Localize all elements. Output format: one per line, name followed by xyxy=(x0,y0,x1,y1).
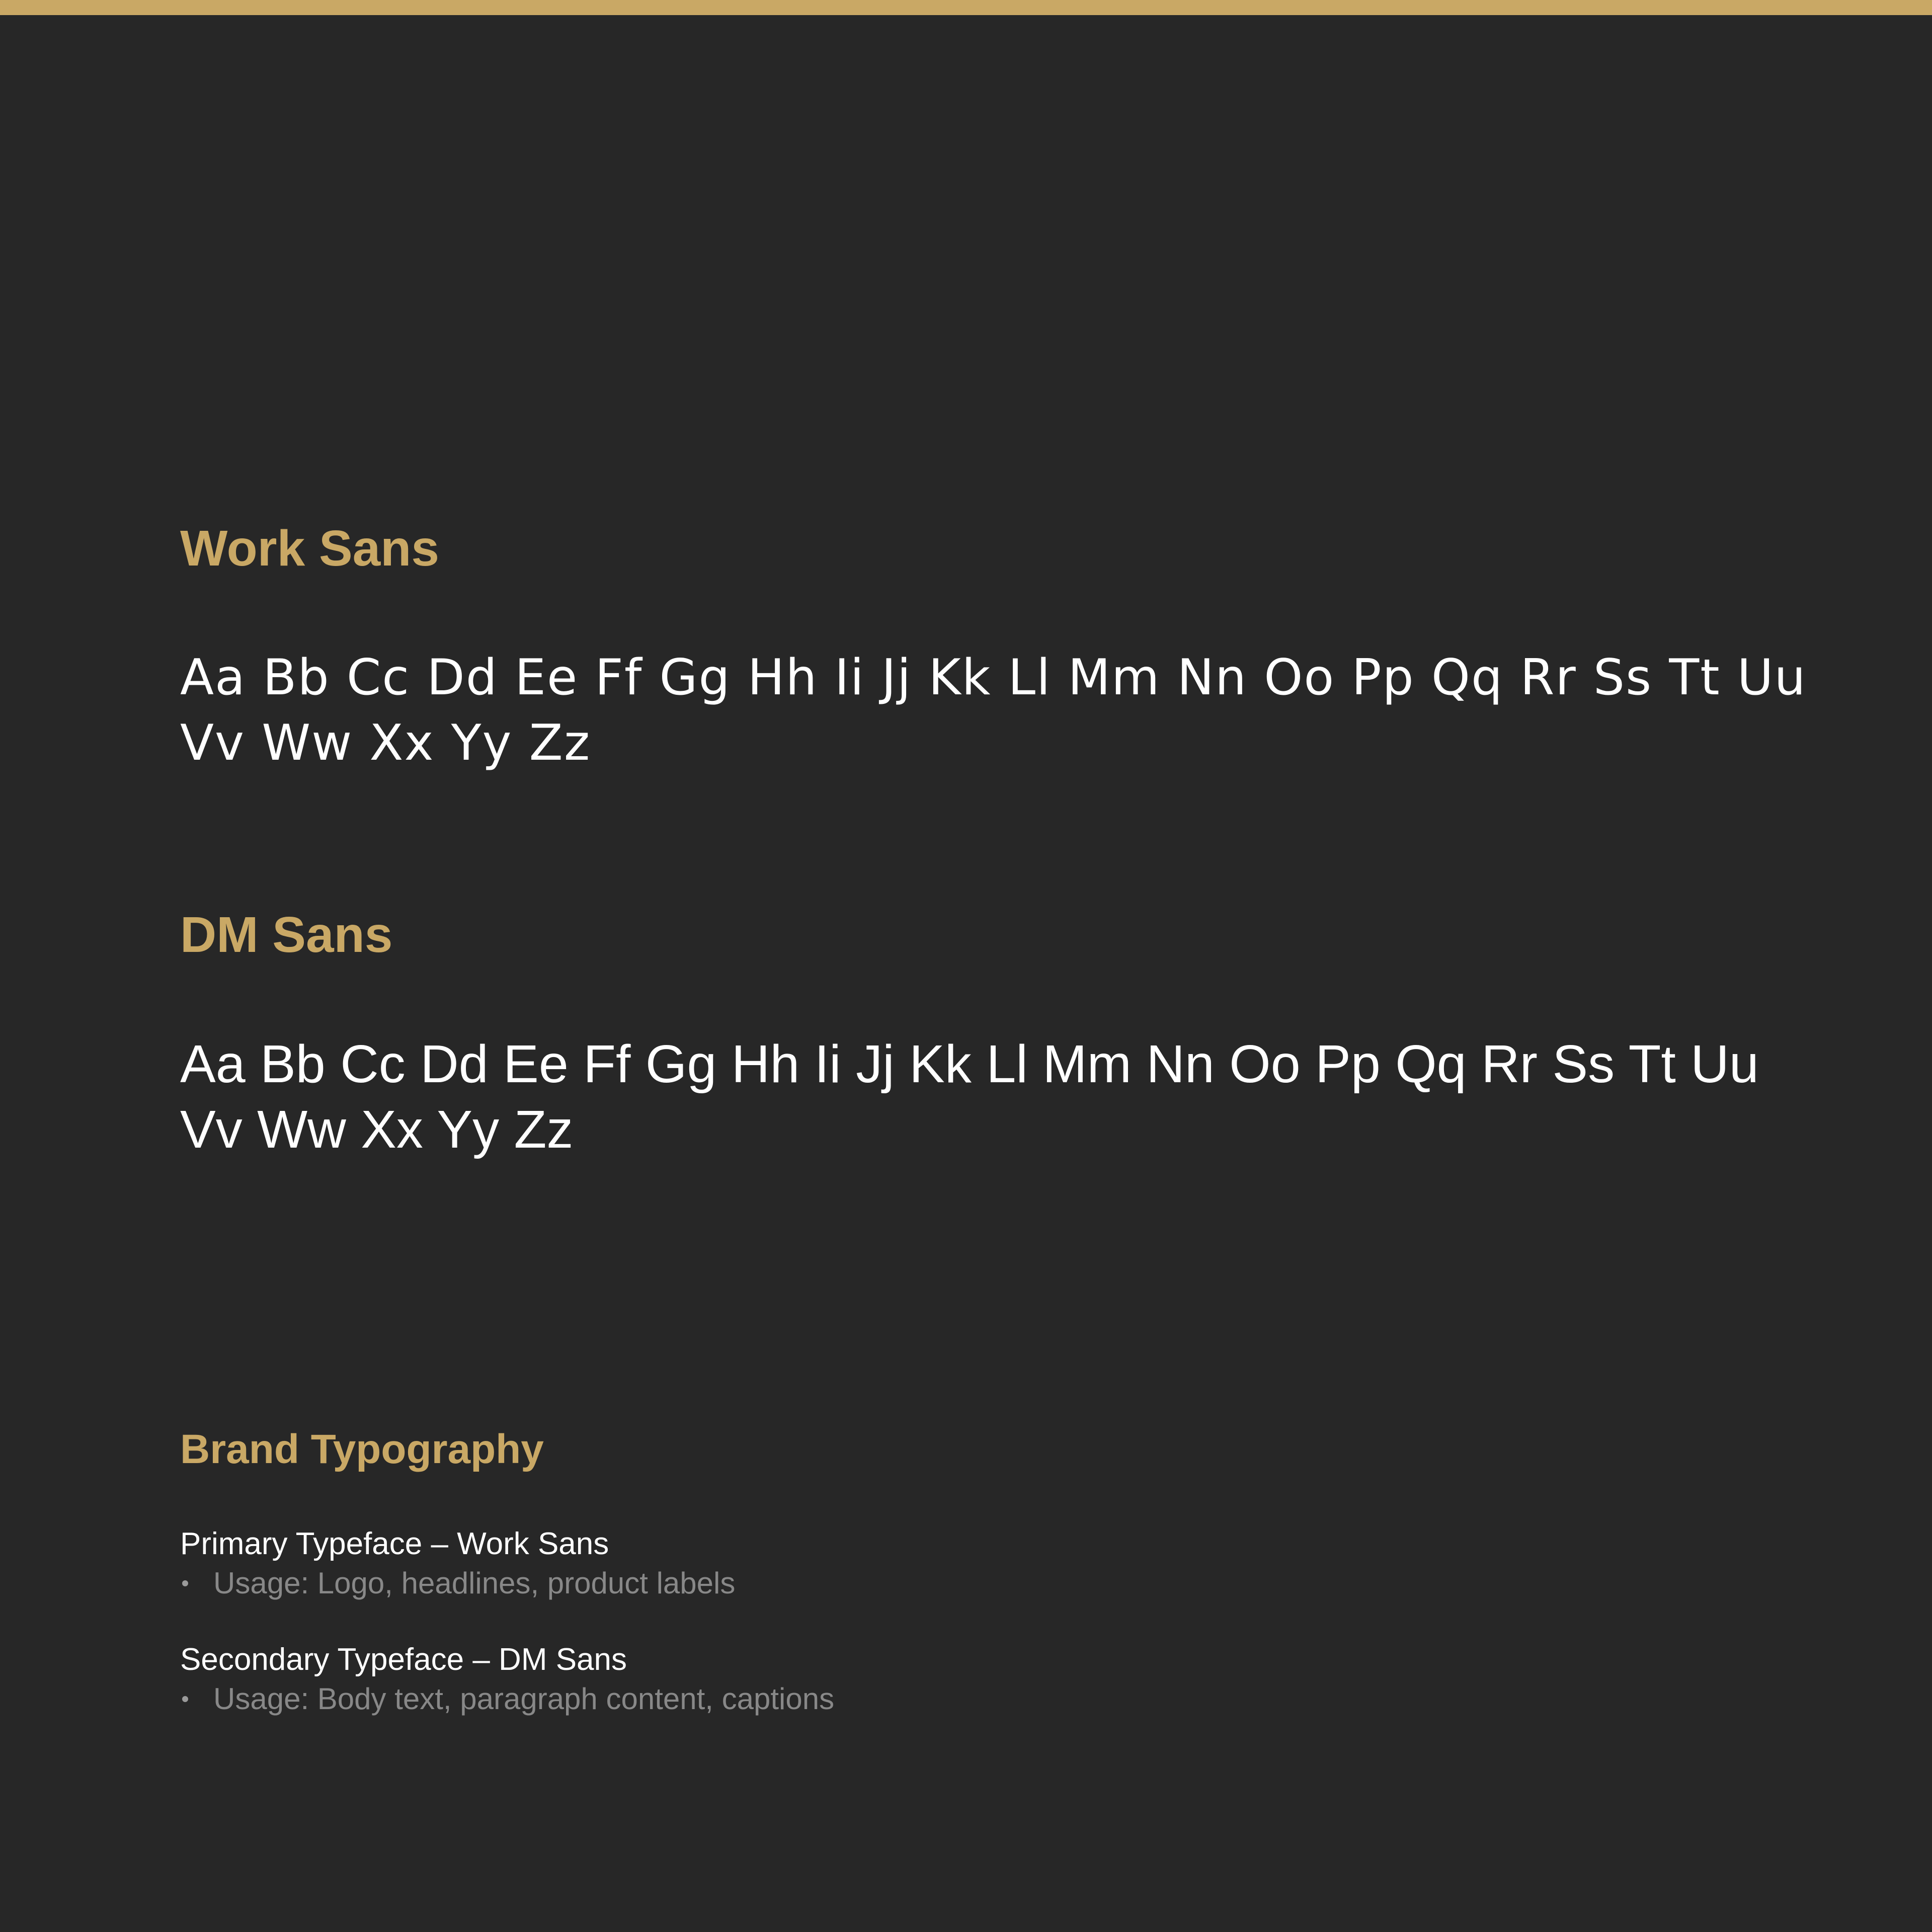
primary-usage-item xyxy=(180,1564,735,1603)
brand-typography-title: Brand Typography xyxy=(180,1426,544,1472)
primary-typeface-heading: Primary Typeface – Work Sans xyxy=(180,1526,609,1561)
secondary-usage-item xyxy=(180,1679,834,1719)
work-sans-title: Work Sans xyxy=(180,520,439,577)
secondary-typeface-block xyxy=(180,1640,834,1719)
top-accent-bar xyxy=(0,0,1932,15)
primary-usage-text: Usage: Logo, headlines, product labels xyxy=(213,1566,736,1600)
dm-sans-alphabet-specimen: Aa Bb Cc Dd Ee Ff Gg Hh Ii Jj Kk Ll Mm Nn Oo Pp Qq Rr Ss Tt Uu Vv Ww Xx Yy Zz xyxy=(180,1034,1759,1159)
secondary-typeface-heading: Secondary Typeface – DM Sans xyxy=(180,1642,627,1677)
bullet-icon xyxy=(182,1580,188,1586)
primary-typeface-block xyxy=(180,1524,735,1603)
bullet-icon xyxy=(182,1696,188,1702)
work-sans-alphabet-specimen: Aa Bb Cc Dd Ee Ff Gg Hh Ii Jj Kk Ll Mm Nn Oo Pp Qq Rr Ss Tt Uu Vv Ww Xx Yy Zz xyxy=(180,649,1807,772)
secondary-usage-text: Usage: Body text, paragraph content, captions xyxy=(213,1682,835,1716)
dm-sans-title: DM Sans xyxy=(180,907,393,963)
